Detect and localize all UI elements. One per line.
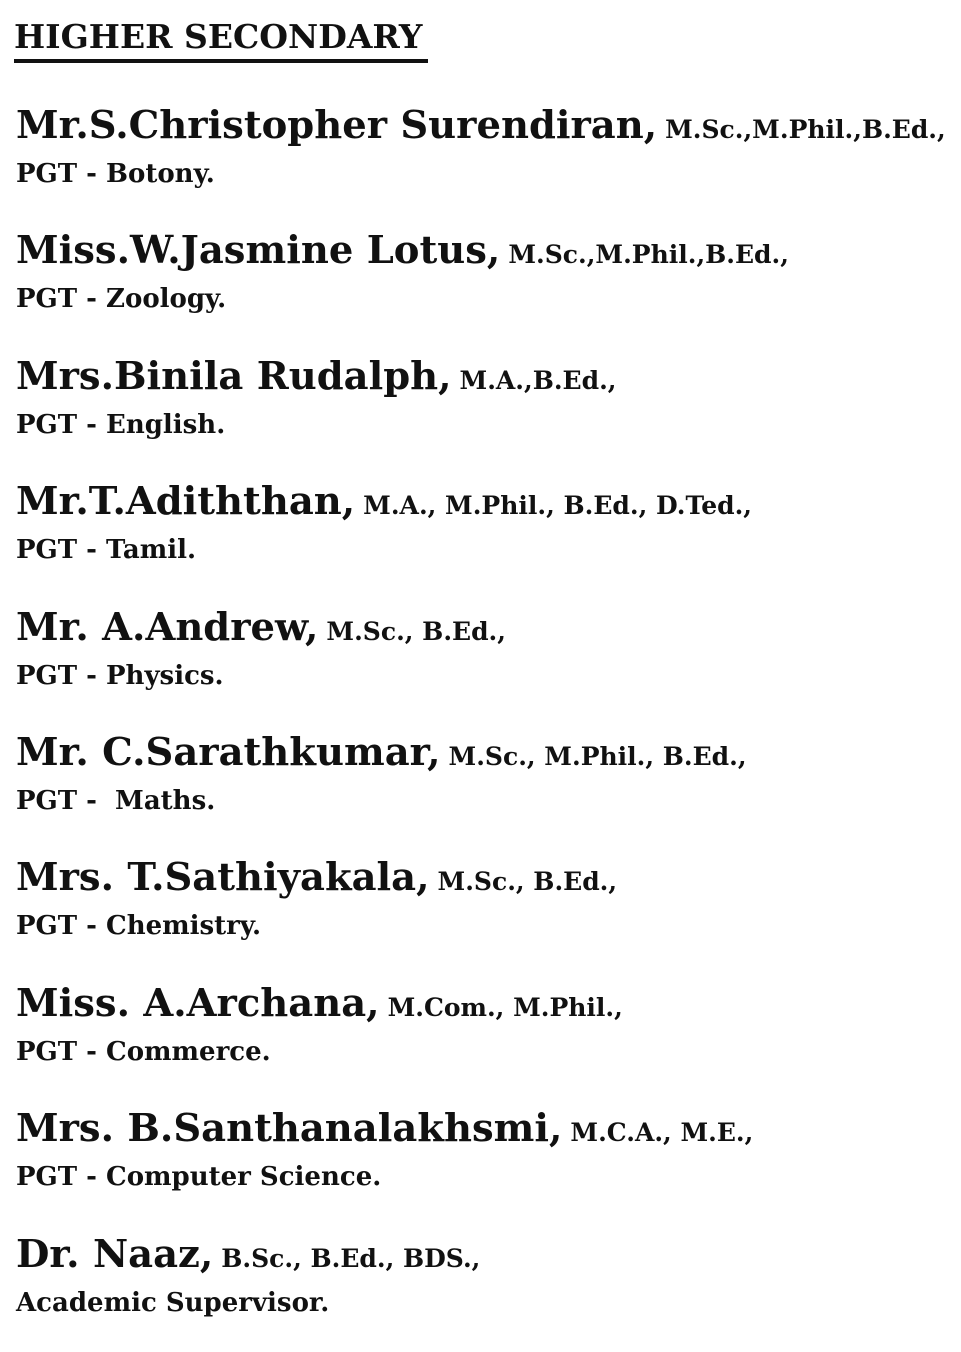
- staff-qualifications: B.Sc., B.Ed., BDS.,: [221, 1243, 481, 1273]
- staff-role: Academic Supervisor.: [16, 1287, 330, 1318]
- staff-name: Miss. A.Archana,: [16, 980, 380, 1026]
- staff-name: Mrs.Binila Rudalph,: [16, 353, 452, 399]
- staff-entry: [16, 223, 951, 348]
- staff-qualifications: M.Sc.,M.Phil.,B.Ed.,: [665, 115, 946, 144]
- staff-role: PGT - Commerce.: [16, 1036, 271, 1067]
- staff-qualifications: M.A.,B.Ed.,: [459, 365, 617, 395]
- staff-entry: [16, 1227, 951, 1352]
- staff-entry: [16, 600, 951, 725]
- staff-qualifications: M.C.A., M.E.,: [570, 1118, 754, 1148]
- staff-name: Mr. C.Sarathkumar,: [16, 729, 441, 775]
- staff-role: PGT - Zoology.: [16, 284, 227, 315]
- section-heading: HIGHER SECONDARY: [14, 17, 423, 56]
- staff-qualifications: M.Sc., M.Phil., B.Ed.,: [448, 741, 747, 771]
- staff-name: Dr. Naaz,: [16, 1231, 214, 1277]
- staff-qualifications: M.Sc., B.Ed.,: [437, 867, 618, 897]
- staff-list: [16, 98, 951, 1352]
- staff-entry: [16, 349, 951, 474]
- staff-name: Mr.S.Christopher Surendiran,: [16, 103, 658, 148]
- staff-entry: [16, 725, 951, 850]
- staff-qualifications: M.A., M.Phil., B.Ed., D.Ted.,: [363, 491, 753, 521]
- staff-name: Mr.T.Adiththan,: [16, 479, 356, 525]
- staff-name: Mrs. T.Sathiyakala,: [16, 855, 430, 901]
- staff-role: PGT - English.: [16, 409, 226, 440]
- staff-entry: [16, 474, 951, 599]
- staff-role: PGT - Botony.: [16, 159, 215, 189]
- staff-role: PGT - Tamil.: [16, 535, 197, 566]
- staff-entry: [16, 850, 951, 975]
- staff-role: PGT - Physics.: [16, 660, 224, 691]
- staff-entry: [16, 976, 951, 1101]
- staff-role: PGT - Computer Science.: [16, 1162, 382, 1193]
- staff-qualifications: M.Sc., B.Ed.,: [326, 616, 506, 646]
- staff-qualifications: M.Sc.,M.Phil.,B.Ed.,: [508, 240, 789, 270]
- staff-qualifications: M.Com., M.Phil.,: [387, 992, 623, 1022]
- staff-role: PGT - Maths.: [16, 785, 216, 816]
- staff-entry: [16, 1101, 951, 1226]
- staff-role: PGT - Chemistry.: [16, 911, 262, 942]
- staff-entry: [16, 98, 951, 223]
- staff-name: Mrs. B.Santhanalakhsmi,: [16, 1106, 563, 1152]
- staff-name: Mr. A.Andrew,: [16, 604, 319, 650]
- heading-underline: [14, 59, 428, 63]
- staff-name: Miss.W.Jasmine Lotus,: [16, 228, 501, 274]
